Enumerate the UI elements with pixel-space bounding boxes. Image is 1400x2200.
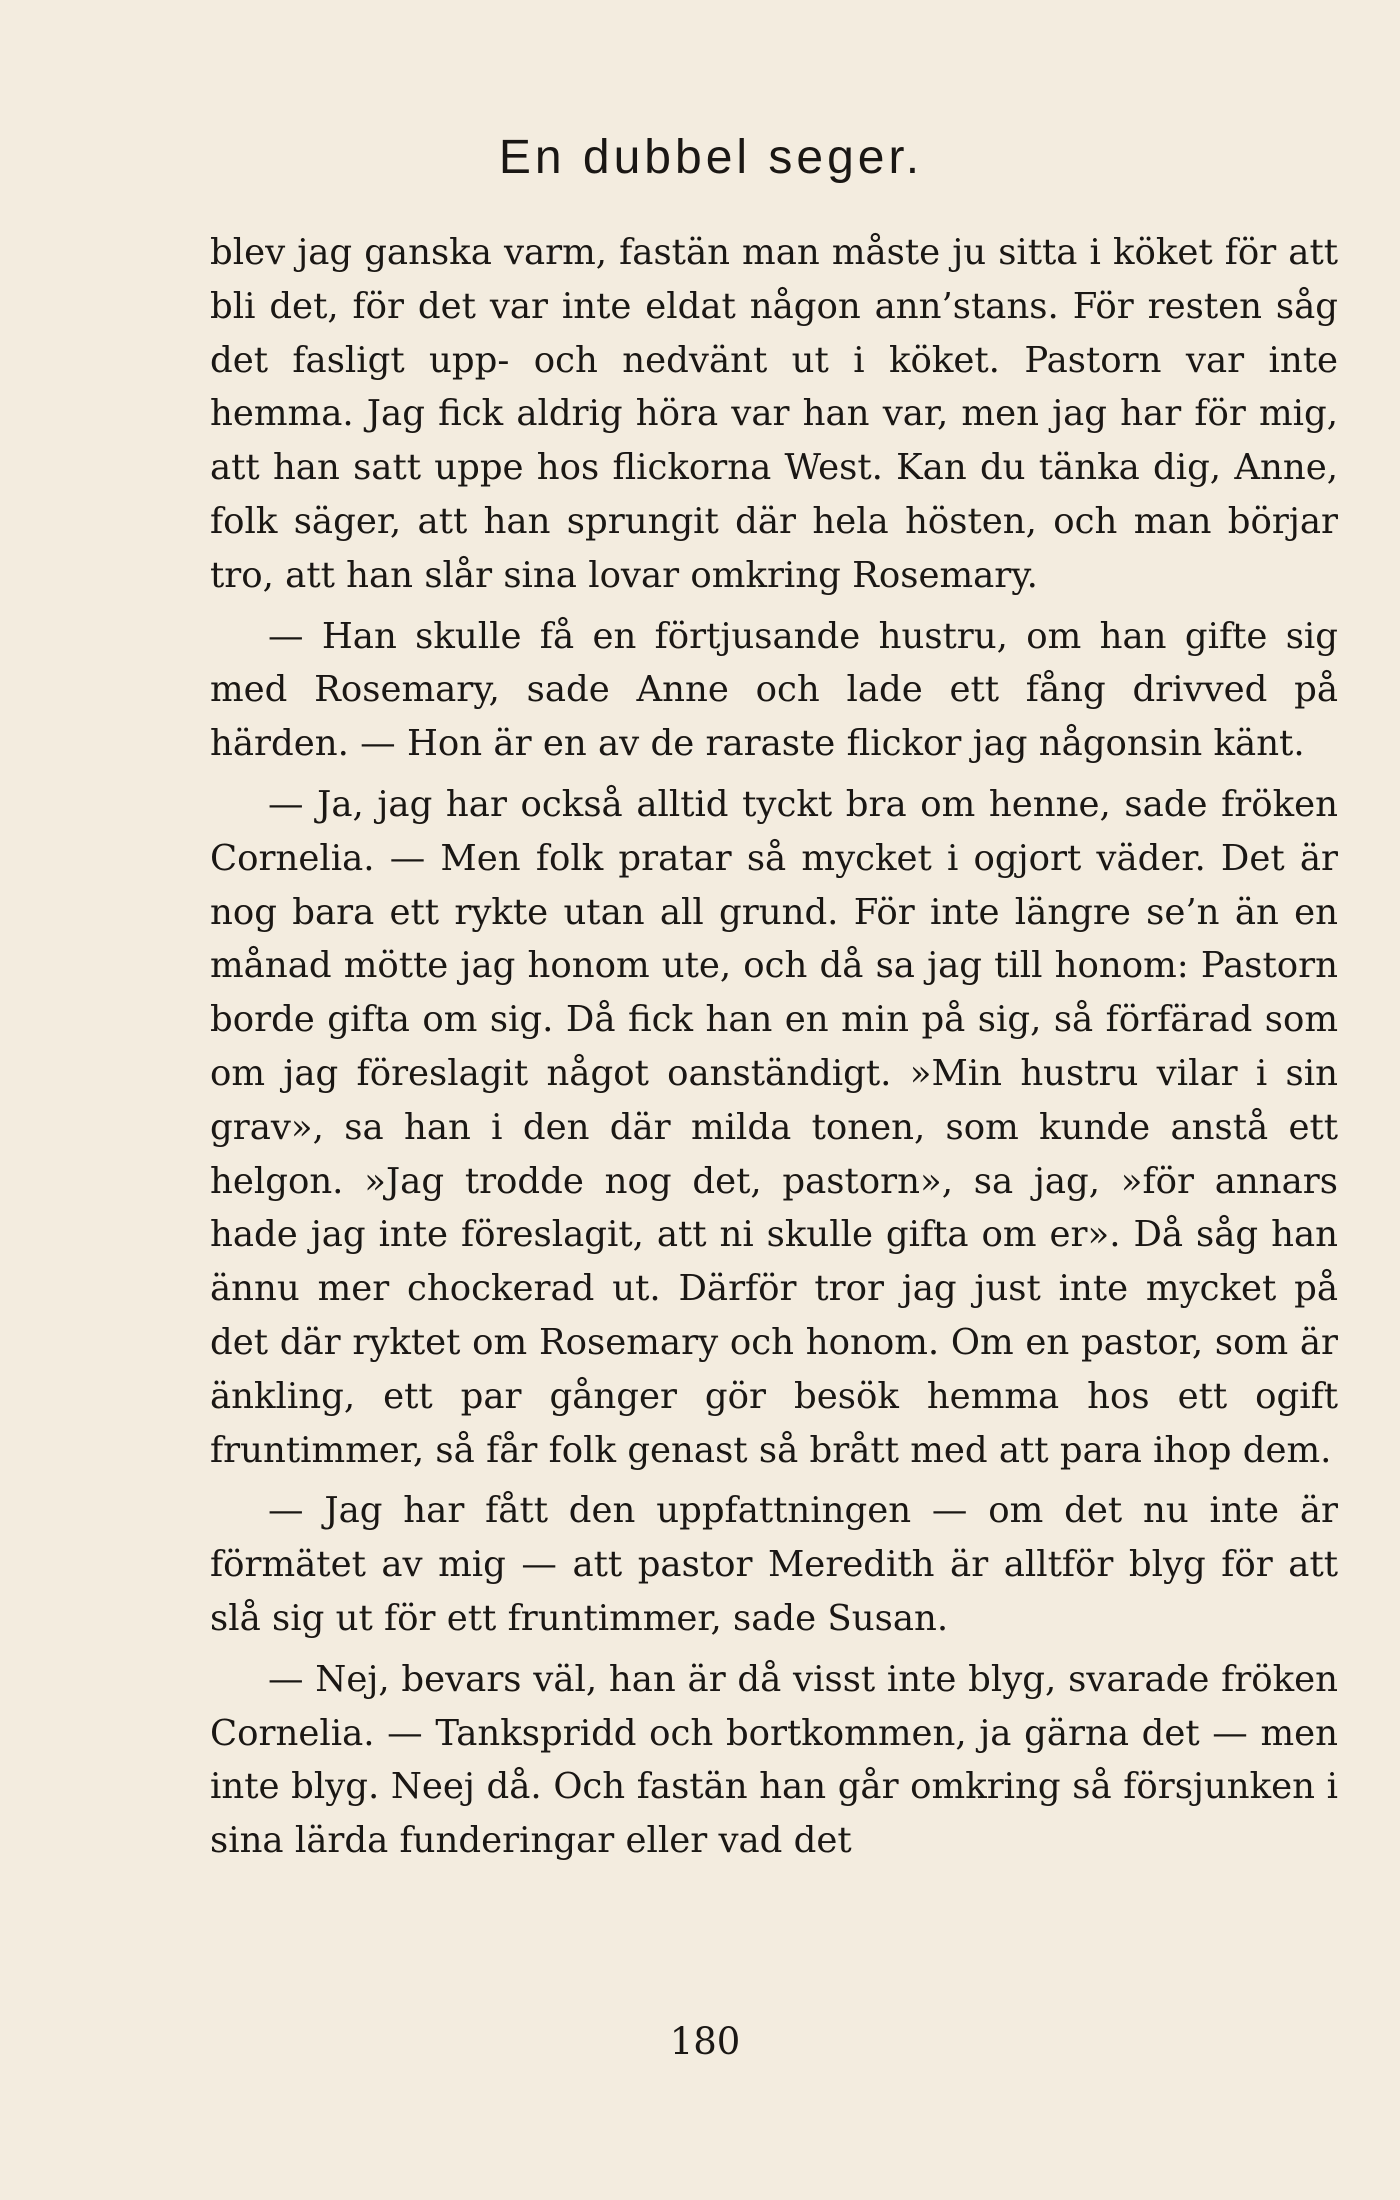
paragraph: — Han skulle få en förtjusande hustru, om han gifte sig med Rosemary, sade Anne och lade ett fång drivved på härden. — Hon är en av de raraste flickor jag någonsin känt. [210, 615, 1338, 765]
page-number: 180 [669, 2020, 741, 2063]
body-text [210, 226, 1338, 1868]
paragraph: — Nej, bevars väl, han är då visst inte blyg, svarade fröken Cornelia. — Tankspridd och bortkommen, ja gärna det — men inte blyg. Neej då. Och fastän han går omkring så försjunken i sina lärda funderingar eller vad det [210, 1658, 1338, 1862]
paragraph: — Jag har fått den uppfattningen — om det nu inte är förmätet av mig — att pastor Meredith är alltför blyg för att slå sig ut för ett fruntimmer, sade Susan. [210, 1490, 1338, 1639]
running-head: En dubbel seger. [498, 131, 924, 184]
paragraph: — Ja, jag har också alltid tyckt bra om henne, sade fröken Cornelia. — Men folk pratar så mycket i ogjort väder. Det är nog bara ett rykte utan all grund. För inte längre se’n än en månad mötte jag honom ute, och då sa jag till honom: Pastorn borde gifta om sig. Då fick han en min på sig, så förfärad som om jag föreslagit något oanständigt. »Min hustru vilar i sin grav», sa han i den där milda tonen, som kunde anstå ett helgon. »Jag trodde nog det, pastorn», sa jag, »för annars hade jag inte föreslagit, att ni skulle gifta om er». Då såg han ännu mer chockerad ut. Därför tror jag just inte mycket på det där ryktet om Rosemary och honom. Om en pastor, som är änkling, ett par gånger gör besök hemma hos ett ogift fruntimmer, så får folk genast så brått med att para ihop dem. [210, 783, 1338, 1471]
paragraph: blev jag ganska varm, fastän man måste ju sitta i köket för att bli det, för det var inte eldat någon ann’stans. För resten såg det fasligt upp- och nedvänt ut i köket. Pastorn var inte hemma. Jag fick aldrig höra var han var, men jag har för mig, att han satt uppe hos flickorna West. Kan du tänka dig, Anne, folk säger, att han sprungit där hela hösten, och man börjar tro, att han slår sina lovar omkring Rosemary. [210, 232, 1338, 596]
